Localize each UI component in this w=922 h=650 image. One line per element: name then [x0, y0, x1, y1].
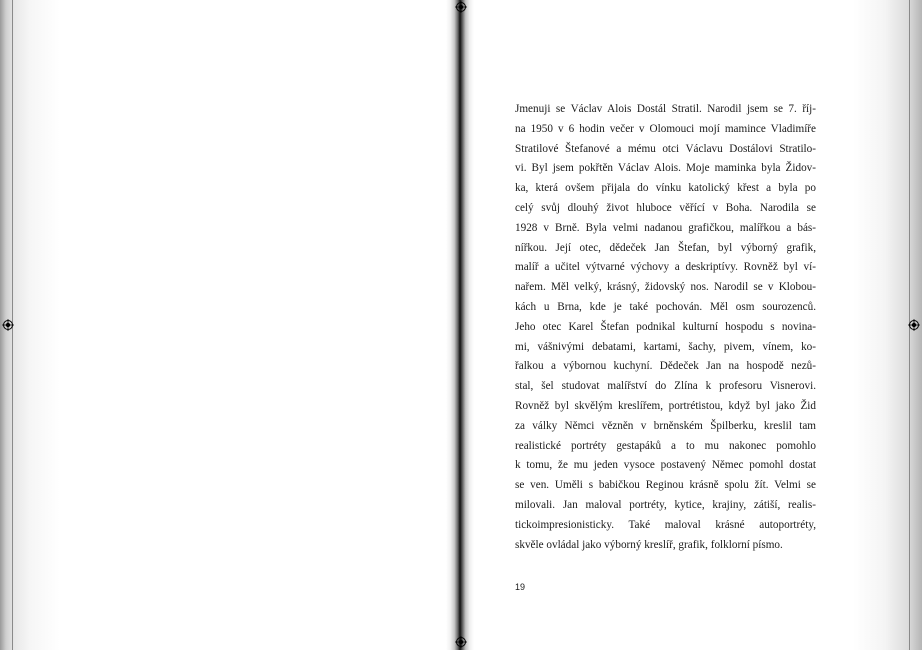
text-line: stal, šel studovat malířství do Zlína k profesoru Visnerovi.	[515, 380, 816, 393]
text-line: se ven. Uměli s babičkou Reginou krásně spolu žít. Velmi se	[515, 479, 816, 492]
text-line: kách u Brna, kde je také pochován. Měl osm sourozenců.	[515, 300, 816, 313]
text-line: vi. Byl jsem pokřtěn Václav Alois. Moje maminka byla Židov-	[515, 162, 816, 175]
registration-crosshair-icon	[2, 319, 14, 331]
registration-crosshair-icon	[908, 319, 920, 331]
text-line: řalkou a výbornou kuchyní. Dědeček Jan na hospodě nezů-	[515, 360, 816, 373]
text-line: mi, vášnivými debatami, kartami, šachy, pivem, vínem, ko-	[515, 340, 816, 353]
text-line: ka, která ovšem přijala do vínku katolický křest a byla po	[515, 182, 816, 195]
text-line: tickoimpresionisticky. Také maloval krásné autoportréty,	[515, 518, 816, 531]
text-line: na 1950 v 6 hodin večer v Olomouci mojí mamince Vladimíře	[515, 122, 816, 135]
text-line: nířkou. Její otec, dědeček Jan Štefan, byl výborný grafik,	[515, 241, 816, 254]
text-line: Jmenuji se Václav Alois Dostál Stratil. Narodil jsem se 7. říj-	[515, 103, 816, 115]
book-gutter-shadow	[446, 0, 474, 650]
text-line: milovali. Jan maloval portréty, kytice, krajiny, zátiší, realis-	[515, 498, 816, 511]
text-line: realistické portréty gestapáků a to mu nakonec pomohlo	[515, 439, 816, 452]
text-line: za války Němci vězněn v brněnském Špilberku, kreslil tam	[515, 419, 816, 432]
text-line: nařem. Měl velký, krásný, židovský nos. Narodil se v Klobou-	[515, 281, 816, 294]
registration-crosshair-icon	[455, 1, 467, 13]
text-line: Stratilové Štefanové a mému otci Václavu Dostálovi Stratilo-	[515, 142, 816, 155]
page-number: 19	[515, 582, 526, 592]
text-line: malíř a učitel výtvarné výchovy a deskriptívy. Rovněž byl ví-	[515, 261, 816, 274]
text-line: skvěle ovládal jako výborný kreslíř, grafik, folklorní písmo.	[515, 538, 783, 551]
text-line: Rovněž byl skvělým kreslířem, portrétistou, když byl jako Žid	[515, 399, 816, 412]
text-line: 1928 v Brně. Byla velmi nadanou grafičkou, malířkou a bás-	[515, 221, 816, 234]
text-line: celý svůj dlouhý život hluboce věřící v Boha. Narodila se	[515, 201, 816, 214]
page-body-text	[515, 100, 816, 555]
registration-crosshair-icon	[455, 636, 467, 648]
text-line: Jeho otec Karel Štefan podnikal kulturní hospodu s novina-	[515, 320, 816, 333]
text-line: k tomu, že mu jeden vysoce postavený Němec pomohl dostat	[515, 459, 816, 472]
